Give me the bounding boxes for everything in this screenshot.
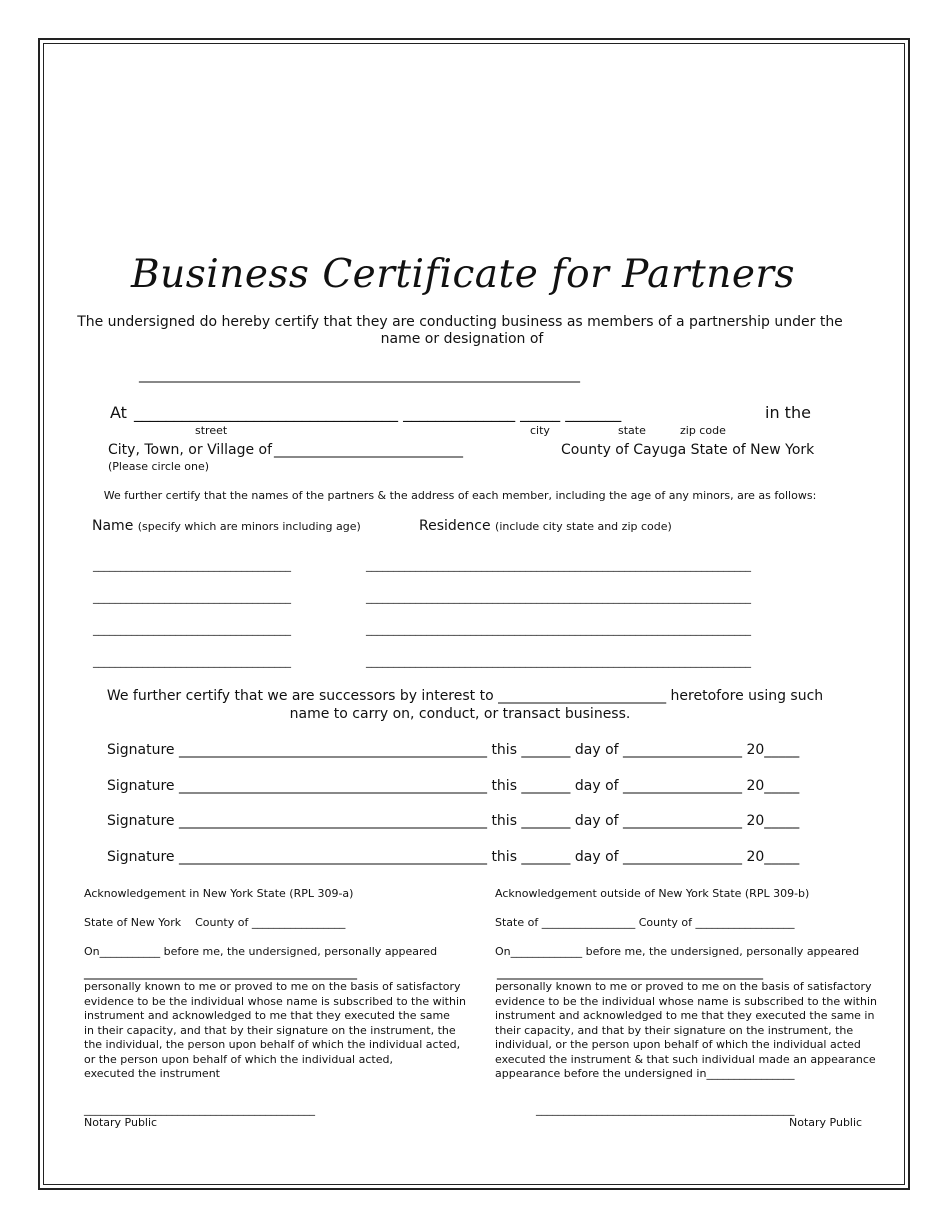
residence-header-label: Residence — [419, 518, 491, 534]
city-label: city — [530, 424, 550, 437]
partner-residence-field-4[interactable]: ______________________________________________________________________ — [366, 655, 751, 668]
partners-intro: We further certify that the names of the partners & the address of each member, including the age of any minors, are as follows: — [103, 489, 817, 502]
signature-line-4[interactable]: Signature ____________________________________________ this _______ day of _________________ 20_____ — [107, 849, 800, 865]
signature-line-1[interactable]: Signature ____________________________________________ this _______ day of _________________ 20_____ — [107, 742, 800, 758]
circle-note: (Please circle one) — [108, 460, 209, 473]
signature-line-3[interactable]: Signature ____________________________________________ this _______ day of _________________ 20_____ — [107, 813, 800, 829]
intro-line-2: name or designation of — [380, 331, 544, 347]
intro-line-1: The undersigned do hereby certify that they are conducting business as members of a partnership under the — [77, 314, 843, 330]
residence-header — [419, 519, 672, 533]
ack-right-heading: Acknowledgement outside of New York State (RPL 309-b) — [495, 887, 810, 900]
zip-code-label: zip code — [680, 424, 726, 437]
ack-left-heading: Acknowledgement in New York State (RPL 309-a) — [84, 887, 354, 900]
at-label: At — [110, 403, 127, 422]
ack-right-state-county[interactable]: State of _________________ County of __________________ — [495, 916, 795, 929]
state-label: state — [618, 424, 646, 437]
partner-name-field-2[interactable]: ____________________________________ — [93, 591, 291, 604]
ack-right-on-line[interactable]: On_____________ before me, the undersigned, personally appeared — [495, 945, 860, 958]
successors-line-1: We further certify that we are successors by interest to ________________________ heretofore using such — [106, 688, 824, 704]
city-town-village-label: City, Town, or Village of — [108, 442, 273, 458]
street-label: street — [195, 424, 228, 437]
name-header-label: Name — [92, 518, 134, 534]
signature-line-2[interactable]: Signature ____________________________________________ this _______ day of _________________ 20_____ — [107, 778, 800, 794]
partner-name-field-4[interactable]: ____________________________________ — [93, 655, 291, 668]
ack-right-body: personally known to me or proved to me on the basis of satisfactory evidence to be the individual whose name is subscribed to the within instrument and acknowledged to me that they executed the same in their capacity, and that by their signature on the instrument, the individual, or the person upon behalf of which the individual acted executed the instrument & that such individual made an appearance appearance before the undersigned in________________ — [495, 980, 877, 1080]
address-field[interactable]: _________________________________ ______________ _____ _______ — [134, 403, 622, 422]
name-header-note: (specify which are minors including age) — [137, 520, 361, 533]
ack-left-notary-signature[interactable]: __________________________________________ — [84, 1103, 315, 1116]
ack-left-on-line[interactable]: On___________ before me, the undersigned, personally appeared — [84, 945, 438, 958]
ack-left-state-county[interactable]: State of New York County of _________________ — [84, 916, 346, 929]
partner-name-field-1[interactable]: ____________________________________ — [93, 559, 291, 572]
ack-right-notary-label: Notary Public — [789, 1116, 863, 1129]
ack-left-name-field[interactable]: _______________________________________ — [84, 964, 357, 980]
business-name-field[interactable]: _______________________________________________________________ — [139, 367, 580, 383]
residence-header-note: (include city state and zip code) — [495, 520, 672, 533]
county-state-text: County of Cayuga State of New York — [561, 442, 815, 458]
ack-right-name-field[interactable]: ______________________________________ — [497, 964, 763, 980]
page-title: Business Certificate for Partners — [130, 252, 796, 297]
partner-residence-field-2[interactable]: ______________________________________________________________________ — [366, 591, 751, 604]
name-header — [92, 519, 361, 533]
successors-line-2: name to carry on, conduct, or transact business. — [289, 706, 631, 722]
ack-right-notary-signature[interactable]: _______________________________________________ — [536, 1103, 795, 1116]
in-the-label: in the — [765, 403, 811, 422]
ack-left-body: personally known to me or proved to me on the basis of satisfactory evidence to be the individual whose name is subscribed to the within instrument and acknowledged to me that they executed the same in their capacity, and that by their signature on the instrument, the the individual, the person upon behalf of which the individual acted, or the person upon behalf of which the individual acted, executed the instrument — [84, 980, 466, 1080]
city-town-village-field[interactable]: ___________________________ — [274, 442, 463, 458]
partner-residence-field-3[interactable]: ______________________________________________________________________ — [366, 623, 751, 636]
partner-residence-field-1[interactable]: ______________________________________________________________________ — [366, 559, 751, 572]
partner-name-field-3[interactable]: ____________________________________ — [93, 623, 291, 636]
ack-left-notary-label: Notary Public — [84, 1116, 158, 1129]
